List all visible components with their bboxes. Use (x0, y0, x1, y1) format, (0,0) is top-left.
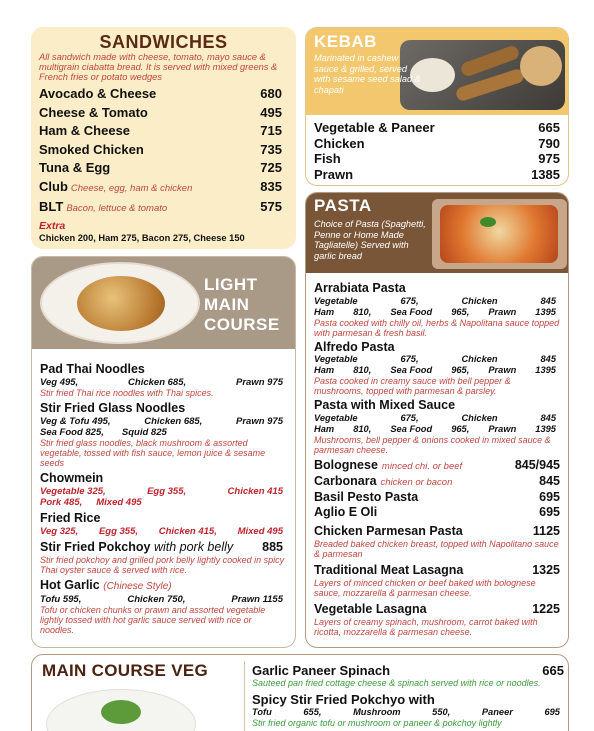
main-course-veg-header (32, 655, 244, 731)
item-subtitle: minced chi. or beef (381, 460, 463, 472)
price-part: Veg 495, (40, 377, 79, 388)
price-part: Ham (314, 365, 335, 375)
item-prices (314, 296, 560, 307)
item-prices (40, 377, 287, 388)
item-price: 975 (538, 151, 560, 166)
price-part: 695 (544, 707, 560, 717)
item-price: 835 (260, 178, 282, 194)
price-part: Vegetable 325, (40, 486, 106, 497)
item-price: 695 (539, 504, 560, 519)
item-price: 725 (260, 160, 282, 175)
item-prices (40, 486, 287, 497)
price-part: 965, (451, 365, 470, 375)
item-price: 575 (260, 199, 282, 214)
item-prices (314, 365, 560, 376)
menu-item[interactable] (314, 120, 560, 136)
kebab-list (306, 115, 568, 182)
item-name: Ham & Cheese (39, 123, 131, 138)
price-part: Egg 355, (147, 486, 187, 497)
noodle-plate-image (40, 262, 200, 344)
price-part: Prawn (488, 423, 517, 434)
price-part: Chicken (461, 295, 498, 306)
menu-item[interactable] (252, 663, 564, 678)
item-name[interactable]: Pad Thai Noodles (40, 362, 145, 376)
item-subtitle: chicken or bacon (380, 476, 453, 488)
price-part: 675, (400, 354, 419, 364)
price-part: Vegetable (314, 412, 358, 423)
price-part: 965, (451, 306, 470, 317)
item-note: Pasta cooked in creamy sauce with bell pepper & mushrooms, topped with parmesan & parsley. (314, 376, 511, 396)
item-note: Sauteed pan fried cottage cheese & spinach served with rice or noodles. (252, 678, 541, 688)
item-price: 845 (539, 473, 560, 488)
extra-prices: Chicken 200, Ham 275, Bacon 275, Cheese 150 (39, 232, 245, 243)
kebab-description: Marinated in cashew sauce & grilled, served with sesame seed salad & chapati (314, 53, 421, 95)
item-prices (40, 427, 287, 438)
item-price: 715 (260, 123, 282, 138)
pasta-title: PASTA (314, 196, 372, 215)
price-part: 845 (540, 412, 556, 423)
title-line: LIGHT (204, 275, 258, 294)
item-name: Fish (314, 151, 341, 166)
item-note: Tofu or chicken chunks or prawn and assorted vegetable lightly tossed with hot garlic sauce served with rice or noodles. (40, 605, 266, 635)
item-name: Hot Garlic (40, 578, 100, 592)
price-part: 1395 (535, 306, 556, 317)
menu-item[interactable] (314, 602, 560, 617)
item-name[interactable]: Chowmein (40, 471, 104, 485)
menu-item[interactable] (314, 474, 560, 490)
menu-item[interactable] (39, 104, 288, 123)
menu-item[interactable] (314, 505, 560, 520)
menu-item[interactable] (314, 458, 560, 474)
price-part: Chicken 415 (227, 486, 283, 497)
price-part: Chicken (461, 354, 498, 364)
item-price: 1225 (532, 601, 560, 616)
main-course-veg-panel (31, 654, 569, 731)
price-part: Sea Food 825, (40, 427, 104, 438)
price-part: Squid 825 (121, 427, 167, 438)
item-name: Vegetable Lasagna (314, 601, 427, 616)
price-part: Veg & Tofu 495, (40, 416, 111, 427)
item-name: BLT (39, 199, 64, 214)
menu-item[interactable] (314, 563, 560, 578)
price-part: 1395 (535, 365, 556, 375)
item-name[interactable]: Stir Fried Glass Noodles (40, 401, 186, 415)
item-price: 495 (260, 104, 282, 120)
menu-item[interactable] (39, 198, 288, 219)
price-part: Chicken (461, 412, 498, 423)
item-price: 665 (542, 663, 564, 678)
item-note: Stir fried pokchoy and grilled pork belly lightly cooked in spicy Thai oyster sauce & served with rice. (40, 555, 285, 575)
menu-item[interactable] (314, 136, 560, 152)
item-name: Aglio E Oli (314, 504, 378, 519)
price-part: Mushroom (353, 707, 401, 717)
price-part: Tofu (252, 707, 272, 717)
price-part: Sea Food (390, 306, 433, 317)
price-part: Chicken 415, (158, 526, 217, 537)
pasta-list (306, 273, 568, 637)
item-note: Layers of minced chicken or beef baked with bolognese sauce, mozzarella & parmesan cheese. (314, 577, 536, 598)
item-price: 1385 (531, 166, 560, 182)
item-subtitle: (Chinese Style) (103, 581, 172, 592)
item-name: Spicy Stir Fried Pokchyo with (252, 692, 435, 707)
item-name[interactable]: Arrabiata Pasta (314, 281, 406, 295)
price-part: Sea Food (390, 423, 433, 434)
price-part: 1395 (535, 423, 556, 434)
price-part: Egg 355, (98, 526, 139, 537)
item-note: Layers of creamy spinach, mushroom, carrot baked with ricotta, mozzarella & parmesan cheese. (314, 616, 538, 637)
light-main-title (204, 275, 280, 335)
menu-item[interactable] (40, 540, 287, 555)
lasagna-dish-image (432, 199, 567, 269)
menu-item[interactable] (39, 141, 288, 160)
menu-item[interactable] (314, 167, 560, 183)
item-name: Basil Pesto Pasta (314, 489, 419, 504)
item-price: 885 (262, 540, 283, 554)
price-part: Mixed 495 (96, 497, 142, 508)
item-name: Smoked Chicken (39, 141, 144, 157)
price-part: 965, (451, 423, 470, 434)
item-name: Garlic Paneer Spinach (252, 663, 391, 678)
price-part: Ham (314, 306, 335, 317)
menu-item[interactable] (39, 85, 288, 104)
price-part: Paneer (481, 707, 513, 717)
item-name: Cheese & Tomato (39, 104, 148, 120)
veg-plate-image (46, 689, 196, 731)
price-part: Chicken 685, (128, 377, 187, 388)
menu-item[interactable] (39, 159, 288, 178)
price-part: Prawn 975 (235, 377, 283, 388)
price-part: 810, (353, 365, 372, 375)
item-price: 680 (260, 86, 282, 101)
item-price: 1325 (532, 562, 560, 577)
price-part: Vegetable (314, 295, 358, 306)
item-prices (40, 497, 287, 508)
price-part: Vegetable (314, 354, 358, 364)
item-note: Pasta cooked with chilly oil, herbs & Napolitana sauce topped with parmesan & fresh basil. (314, 317, 560, 338)
item-price: 735 (260, 141, 282, 157)
main-course-veg-list (252, 663, 564, 728)
item-prices (40, 416, 287, 427)
menu-item[interactable] (252, 692, 564, 707)
item-subtitle: Bacon, lettuce & tomato (66, 203, 168, 214)
item-note: Stir fried glass noodles, black mushroom & assorted vegetable, tossed with fish sauce, lemon juice & sesame seeds (40, 438, 266, 468)
price-part: 675, (400, 295, 419, 306)
item-price: 695 (539, 489, 560, 504)
item-name: Chicken Parmesan Pasta (314, 523, 463, 538)
price-part: Pork 485, (40, 497, 83, 508)
price-part: Tofu 595, (40, 594, 82, 605)
item-name: Carbonara (314, 473, 377, 488)
price-part: 675, (400, 412, 419, 423)
sandwiches-description: All sandwich made with cheese, tomato, mayo sauce & multigrain ciabatta bread. It is served with mixed greens & French fries or potato wedges (39, 52, 278, 82)
item-prices (314, 413, 560, 424)
item-price: 1125 (532, 523, 560, 538)
price-part: Mixed 495 (237, 526, 283, 537)
item-note: Mushrooms, bell pepper & onions cooked in mixed sauce & parmesan cheese. (314, 434, 551, 455)
price-part: Chicken 750, (127, 594, 186, 605)
item-name: Traditional Meat Lasagna (314, 562, 464, 577)
divider (244, 661, 245, 731)
title-line: MAIN (204, 295, 250, 314)
item-name: Vegetable & Paneer (314, 120, 435, 135)
sandwiches-panel (31, 27, 296, 249)
item-note: Breaded baked chicken breast, topped with Napolitano sauce & parmesan (314, 538, 559, 559)
kebab-header (306, 28, 568, 115)
item-note: Stir fried organic tofu or mushroom or paneer & pokchoy lightly (252, 718, 502, 728)
price-part: 845 (540, 295, 556, 306)
item-with: with pork belly (153, 540, 234, 554)
menu-item[interactable] (39, 122, 288, 141)
price-part: Prawn 1155 (231, 594, 283, 605)
menu-item[interactable] (314, 524, 560, 539)
light-main-course-panel (31, 256, 296, 648)
price-part: Veg 325, (40, 526, 79, 537)
price-part: Prawn (488, 365, 517, 375)
price-part: 655, (303, 707, 322, 717)
price-part: Prawn 975 (236, 416, 283, 427)
main-course-veg-title: MAIN COURSE VEG (42, 661, 209, 680)
title-line: COURSE (204, 315, 280, 334)
item-prices (40, 594, 287, 605)
item-prices (40, 526, 287, 537)
item-name: Club (39, 178, 68, 194)
light-main-header (32, 257, 295, 349)
sandwiches-title: SANDWICHES (99, 32, 228, 52)
price-part: Prawn (488, 306, 517, 317)
item-name: Stir Fried Pokchoy (40, 540, 151, 554)
price-part: 845 (540, 354, 556, 364)
item-prices (314, 424, 560, 435)
item-name: Chicken (314, 135, 365, 151)
pasta-header (306, 193, 568, 273)
item-name: Tuna & Egg (39, 160, 111, 175)
price-part: 810, (353, 306, 372, 317)
item-subtitle: Cheese, egg, ham & chicken (70, 182, 193, 194)
pasta-description: Choice of Pasta (Spaghetti, Penne or Home Made Tagliatelle) Served with garlic bread (314, 219, 426, 261)
price-part: Chicken 685, (144, 416, 203, 427)
item-name[interactable]: Fried Rice (40, 511, 101, 525)
item-prices (314, 307, 560, 318)
item-price: 790 (538, 135, 560, 151)
price-part: 550, (432, 707, 451, 717)
item-name: Prawn (314, 166, 354, 182)
light-main-list (32, 349, 295, 635)
kebab-title: KEBAB (314, 32, 377, 51)
item-name[interactable]: Pasta with Mixed Sauce (314, 398, 456, 412)
pasta-panel (305, 192, 569, 648)
price-part: 810, (353, 423, 372, 434)
item-name: Avocado & Cheese (39, 86, 157, 101)
extra-title: Extra (39, 219, 66, 232)
menu-item[interactable] (40, 578, 287, 594)
kebab-panel (305, 27, 569, 186)
kebab-plate-image (400, 40, 565, 110)
item-prices (252, 707, 564, 718)
price-part: Sea Food (390, 365, 433, 375)
price-part: Ham (314, 423, 335, 434)
item-price: 845/945 (514, 457, 560, 472)
menu-item[interactable] (314, 490, 560, 505)
item-name: Bolognese (314, 457, 378, 472)
item-name[interactable]: Alfredo Pasta (314, 339, 395, 354)
menu-item[interactable] (39, 178, 288, 199)
item-note: Stir fried Thai rice noodles with Thai spices. (40, 388, 214, 398)
menu-item[interactable] (314, 151, 560, 167)
item-prices (314, 354, 560, 365)
item-price: 665 (538, 120, 560, 135)
